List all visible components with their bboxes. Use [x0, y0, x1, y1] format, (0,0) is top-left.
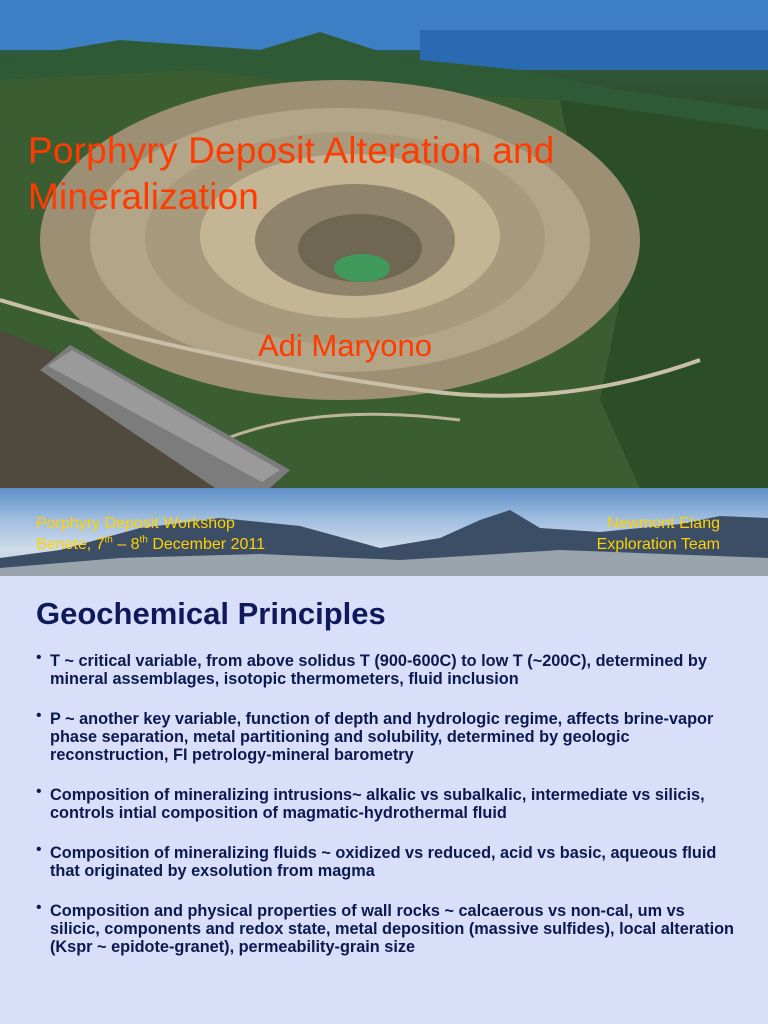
organization-info: [597, 513, 720, 555]
organization-name: Newmont Elang: [607, 515, 720, 532]
mine-landscape-illustration: [0, 0, 768, 488]
bullet-icon: •: [36, 649, 42, 666]
open-pit-mine-photo: [0, 0, 768, 488]
workshop-name: Porphyry Deposit Workshop: [36, 515, 235, 532]
bullet-icon: •: [36, 707, 42, 724]
workshop-banner: [0, 488, 768, 576]
list-item: • T ~ critical variable, from above solidus T (900-600C) to low T (~200C), determined by mineral assemblages, isotopic thermometers, fluid inclusion: [36, 649, 707, 688]
content-slide: [0, 576, 768, 1024]
author-name: Adi Maryono: [258, 328, 433, 363]
list-item: • Composition of mineralizing fluids ~ oxidized vs reduced, acid vs basic, aqueous fluid that originated by exsolution from magma: [36, 841, 717, 880]
bullet-icon: •: [36, 841, 42, 858]
slide-heading: Geochemical Principles: [36, 596, 386, 631]
workshop-info: [36, 513, 265, 555]
list-item: • Composition and physical properties of wall rocks ~ calcaerous vs non-cal, um vs silicic, components and redox state, metal deposition (massive sulfides), local alteration (Kspr ~ epidote-granet), permeability-grain size: [36, 899, 735, 956]
bullet-icon: •: [36, 899, 42, 916]
list-item: • Composition of mineralizing intrusions~ alkalic vs subalkalic, intermediate vs silicis, controls intial composition of magmatic-hydrothermal fluid: [36, 783, 705, 822]
presentation-title: Porphyry Deposit Alteration and Mineralization: [28, 130, 555, 217]
bullet-list: [36, 649, 736, 978]
team-name: Exploration Team: [596, 536, 720, 553]
list-item: • P ~ another key variable, function of depth and hydrologic regime, affects brine-vapor phase separation, metal partitioning and solubility, determined by geologic reconstruction, FI petrology-mineral barometry: [36, 707, 714, 764]
bullet-icon: •: [36, 783, 42, 800]
workshop-date: Benete, 7th – 8th December 2011: [36, 534, 265, 553]
